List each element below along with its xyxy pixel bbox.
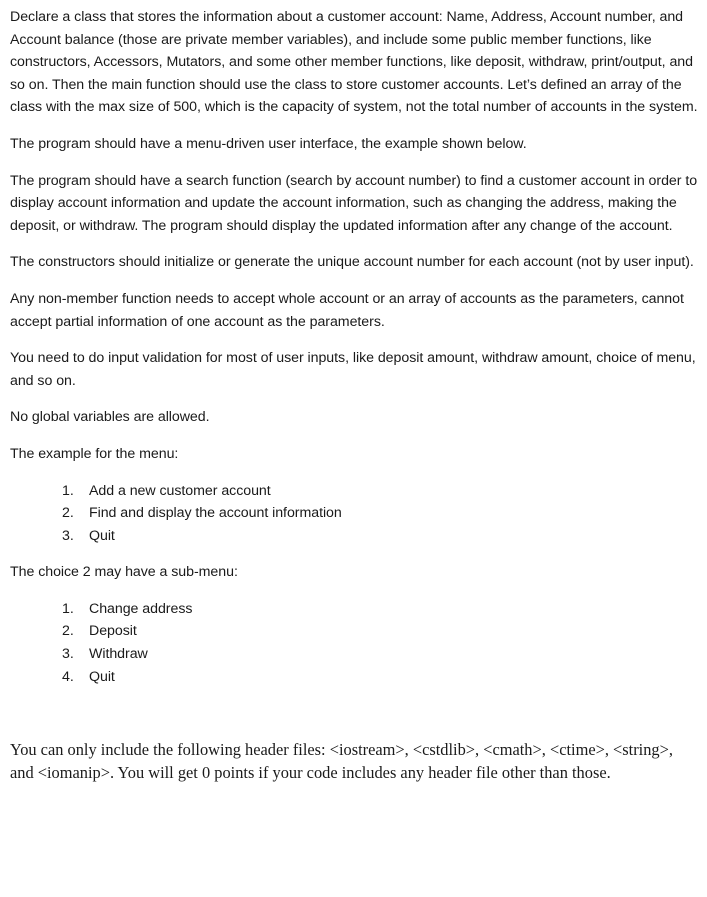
paragraph-input-validation: You need to do input validation for most of user inputs, like deposit amount, withdraw amount, choice of menu, and so on. — [10, 350, 696, 389]
list-item-number: 3. — [62, 527, 74, 544]
assignment-document — [10, 6, 700, 785]
list-item — [62, 643, 700, 666]
list-item-label: Quit — [89, 527, 115, 544]
list-item-number: 4. — [62, 668, 74, 685]
paragraph-search-function: The program should have a search function (search by account number) to find a customer account in order to display account information and update the account information, such as changing the address, making the deposit, or withdraw. The program should display the updated information after any change of the account. — [10, 172, 698, 234]
list-item-number: 1. — [62, 600, 74, 617]
paragraph-sub-menu-heading: The choice 2 may have a sub-menu: — [10, 564, 238, 581]
list-item-number: 3. — [62, 646, 74, 663]
list-item — [62, 502, 700, 525]
list-item — [62, 666, 700, 689]
sub-menu-list — [10, 598, 700, 688]
main-menu-list — [10, 480, 700, 548]
list-item-number: 2. — [62, 623, 74, 640]
paragraph-header-files-rule: You can only include the following header files: <iostream>, <cstdlib>, <cmath>, <ctime>, <string>, and <iomanip>. You will get 0 points if your code includes any header file other than those. — [10, 740, 673, 783]
list-item-label: Withdraw — [89, 646, 148, 663]
spacer — [10, 702, 700, 738]
paragraph-menu-interface: The program should have a menu-driven user interface, the example shown below. — [10, 135, 527, 152]
paragraph-constructors: The constructors should initialize or generate the unique account number for each account (not by user input). — [10, 254, 694, 271]
list-item-number: 1. — [62, 482, 74, 499]
list-item — [62, 620, 700, 643]
list-item — [62, 480, 700, 503]
list-item-label: Change address — [89, 600, 193, 617]
list-item-label: Quit — [89, 668, 115, 685]
list-item — [62, 598, 700, 621]
paragraph-no-globals: No global variables are allowed. — [10, 409, 210, 426]
paragraph-class-description: Declare a class that stores the information about a customer account: Name, Address, Account number, and Account balance (those are private member variables), and include some public member functions, like constructors, Accessors, Mutators, and some other member functions, like deposit, withdraw, print/output, and so on. Then the main function should use the class to store customer accounts. Let’s defined an array of the class with the max size of 500, which is the capacity of system, not the total number of accounts in the system. — [10, 9, 698, 116]
list-item-label: Find and display the account information — [89, 505, 342, 522]
list-item — [62, 525, 700, 548]
paragraph-non-member-functions: Any non-member function needs to accept whole account or an array of accounts as the parameters, cannot accept partial information of one account as the parameters. — [10, 290, 684, 330]
list-item-label: Deposit — [89, 623, 137, 640]
list-item-number: 2. — [62, 505, 74, 522]
paragraph-menu-example-heading: The example for the menu: — [10, 445, 179, 462]
list-item-label: Add a new customer account — [89, 482, 271, 499]
